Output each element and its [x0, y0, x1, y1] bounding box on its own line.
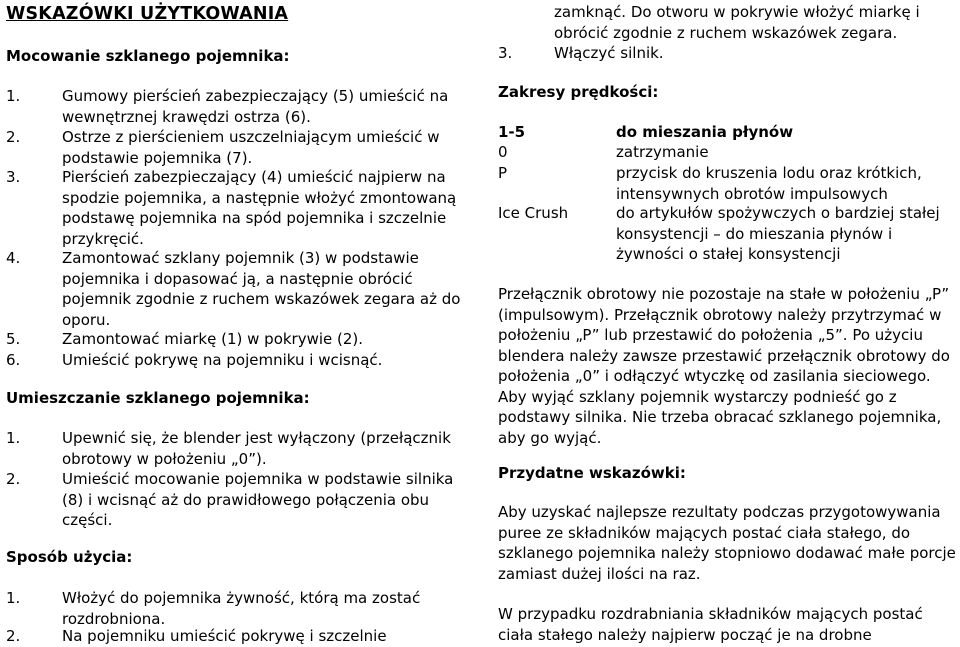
tips-paragraph: Aby uzyskać najlepsze rezultaty podczas przygotowywania puree ze składników mających postać ciała stałego, do szklanego pojemnika należy stopniowo dodawać małe porcje zamiast dużej ilości na raz.: [498, 503, 956, 583]
list-number: 1.: [6, 87, 21, 105]
speed-desc: do artykułów spożywczych o bardziej stałej konsystencji – do mieszania płynów i żywności o stałej konsystencji: [616, 204, 940, 263]
speed-row: [498, 122, 958, 143]
list-item: [6, 469, 476, 531]
list-text: Umieścić pokrywę na pojemniku i wcisnąć.: [62, 351, 383, 369]
list-text: Włączyć silnik.: [554, 44, 664, 62]
placing-heading: Umieszczanie szklanego pojemnika:: [6, 389, 310, 407]
list-item: [6, 127, 476, 168]
list-item-continued: [498, 2, 958, 43]
list-number: 6.: [6, 351, 21, 369]
list-item: [6, 428, 476, 469]
list-item: [6, 626, 476, 647]
speed-desc: przycisk do kruszenia lodu oraz krótkich, intensywnych obrotów impulsowych: [616, 164, 922, 203]
list-number: 2.: [6, 470, 21, 488]
list-number: 1.: [6, 429, 21, 447]
list-item: [6, 167, 476, 249]
document-title: WSKAZÓWKI UŻYTKOWANIA: [6, 4, 289, 24]
list-text: Zamontować miarkę (1) w pokrywie (2).: [62, 330, 364, 348]
switch-paragraph: Przełącznik obrotowy nie pozostaje na stałe w położeniu „P” (impulsowym). Przełącznik obrotowy należy przytrzymać w położeniu „P” lub przestawić do położenia „5”. Po użyciu blendera należy zawsze przestawić przełącznik obrotowy do położenia „0” i odłączyć wtyczkę od zasilania sieciowego. Aby wyjąć szklany pojemnik wystarczy podnieść go z podstawy silnika. Nie trzeba obracać szklanego pojemnika, aby go wyjąć.: [498, 285, 950, 447]
speeds-heading: Zakresy prędkości:: [498, 83, 659, 101]
list-number: 2.: [6, 128, 21, 146]
list-text: zamknąć. Do otworu w pokrywie włożyć miarkę i obrócić zgodnie z ruchem wskazówek zegara.: [554, 3, 920, 42]
list-item: [6, 86, 476, 127]
list-number: 1.: [6, 589, 21, 607]
list-text: Umieścić mocowanie pojemnika w podstawie silnika (8) i wcisnąć aż do prawidłowego połączenia obu części.: [62, 470, 454, 529]
speed-key: 0: [498, 143, 508, 161]
tips-heading: Przydatne wskazówki:: [498, 464, 686, 482]
list-number: 3.: [6, 168, 21, 186]
list-text: Ostrze z pierścieniem uszczelniającym umieścić w podstawie pojemnika (7).: [62, 128, 440, 167]
speed-desc: zatrzymanie: [616, 143, 709, 161]
speed-key: Ice Crush: [498, 204, 569, 222]
mounting-heading: Mocowanie szklanego pojemnika:: [6, 47, 290, 65]
list-item: [6, 588, 476, 629]
speed-row: [498, 142, 958, 163]
list-text: Zamontować szklany pojemnik (3) w podstawie pojemnika i dopasować ją, a następnie obrócić pojemnik zgodnie z ruchem wskazówek zegara aż do oporu.: [62, 249, 461, 329]
list-text: Upewnić się, że blender jest wyłączony (przełącznik obrotowy w położeniu „0”).: [62, 429, 451, 468]
list-text: Włożyć do pojemnika żywność, którą ma zostać rozdrobniona.: [62, 589, 421, 628]
speed-row: [498, 163, 958, 204]
usage-heading: Sposób użycia:: [6, 548, 133, 566]
list-number: 5.: [6, 330, 21, 348]
list-number: 3.: [498, 44, 513, 62]
speed-key: 1-5: [498, 123, 526, 141]
speed-desc: do mieszania płynów: [616, 123, 794, 141]
list-number: 2.: [6, 627, 21, 645]
list-item: [6, 329, 476, 350]
list-item: [6, 248, 476, 330]
tips-paragraph: W przypadku rozdrabniania składników mających postać ciała stałego należy najpierw począć je na drobne: [498, 605, 923, 644]
list-item: [498, 43, 958, 64]
list-number: 4.: [6, 249, 21, 267]
list-text: Pierścień zabezpieczający (4) umieścić najpierw na spodzie pojemnika, a następnie włożyć zmontowaną podstawę pojemnika na spód pojemnika i szczelnie przykręcić.: [62, 168, 457, 248]
list-text: Gumowy pierścień zabezpieczający (5) umieścić na wewnętrznej krawędzi ostrza (6).: [62, 87, 449, 126]
list-item: [6, 350, 476, 371]
list-text: Na pojemniku umieścić pokrywę i szczelnie: [62, 627, 387, 645]
speed-key: P: [498, 164, 508, 182]
speed-row: [498, 203, 958, 265]
